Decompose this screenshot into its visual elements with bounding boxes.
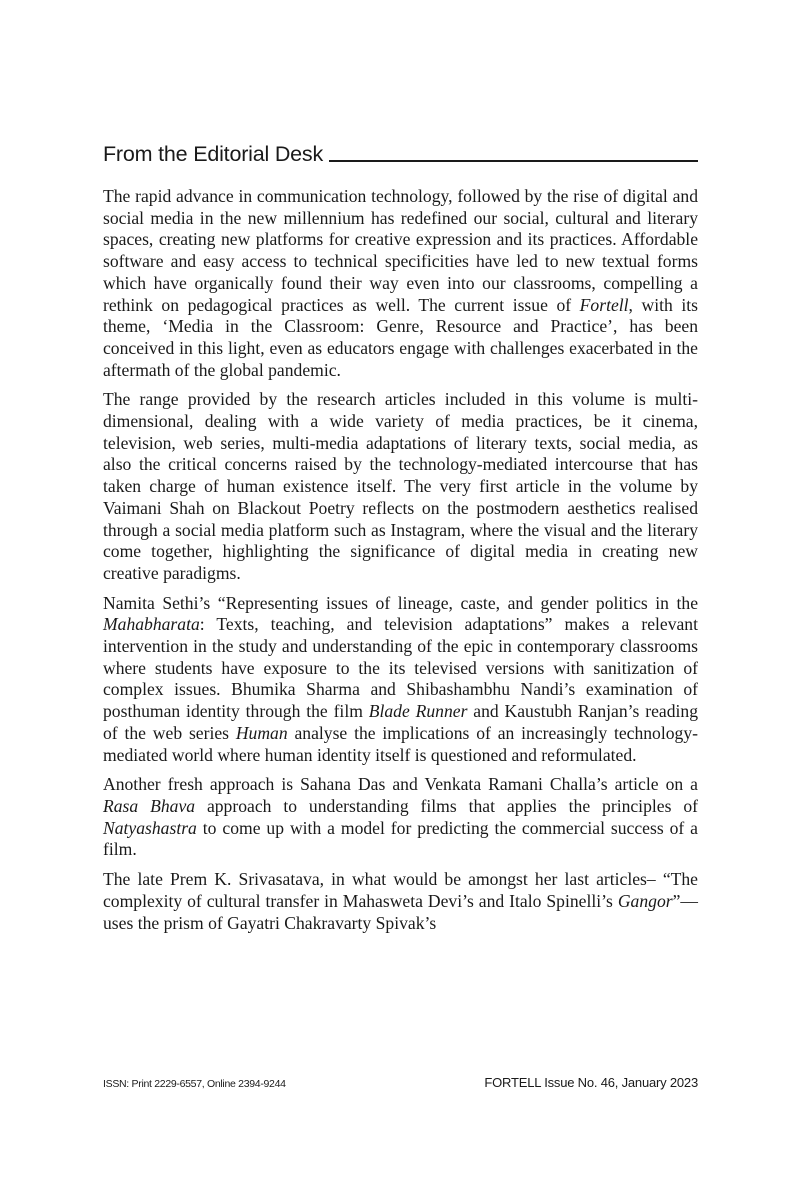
- text-run: The late Prem K. Srivasatava, in what would be amongst her last articles– “The complexity of cultural transfer in Mahasweta Devi’s and Italo Spinelli’s: [103, 869, 698, 911]
- paragraph: [103, 389, 698, 584]
- text-run: approach to understanding films that applies the principles of: [195, 795, 698, 816]
- text-run: analyse the implications of an increasingly technology-mediated world where human identity itself is questioned and reformulated.: [103, 722, 698, 765]
- italic-title: Fortell: [579, 294, 629, 315]
- text-run: The rapid advance in communication technology, followed by the rise of digital and social media in the new millennium has redefined our social, cultural and literary spaces, creating new platforms for creative expression and its practices. Affordable software and easy access to technical specificities have led to new textual forms which have organically found their way even into our classrooms, compelling a rethink on pedagogical practices as well. The current issue of: [103, 186, 698, 315]
- paragraph: [103, 186, 698, 381]
- text-run: : Texts, teaching, and television adaptations” makes a relevant intervention in the study and understanding of the epic in contemporary classrooms where students have exposure to the its televised versions with sanitization of complex issues. Bhumika Sharma and Shibashambhu Nandi’s examination of posthuman identity through the film: [103, 614, 698, 722]
- italic-title: Mahabharata: [103, 614, 200, 635]
- editorial-body: [103, 186, 698, 942]
- text-run: The range provided by the research articles included in this volume is multi-dimensional, dealing with a wide variety of media practices, be it cinema, television, web series, multi-media adaptations of literary texts, social media, as also the critical concerns raised by the technology-mediated intercourse that has taken charge of human existence itself. The very first article in the volume by Vaimani Shah on Blackout Poetry reflects on the postmodern aesthetics realised through a social media platform such as Instagram, where the visual and the literary come together, highlighting the significance of digital media in creating new creative paradigms.: [103, 389, 698, 583]
- text-run: to come up with a model for predicting the commercial success of a film.: [103, 817, 698, 860]
- text-run: and Kaustubh Ranjan’s reading of the web series: [103, 701, 698, 743]
- text-run: Namita Sethi’s “Representing issues of lineage, caste, and gender politics in the: [103, 592, 698, 613]
- text-run: ”—uses the prism of Gayatri Chakravarty Spivak’s: [103, 890, 698, 933]
- italic-title: Rasa Bhava: [103, 795, 196, 816]
- section-heading: From the Editorial Desk: [103, 142, 324, 166]
- italic-title: Human: [235, 722, 288, 743]
- italic-title: Blade Runner: [368, 701, 468, 722]
- page-footer: [103, 1075, 698, 1090]
- section-heading-row: [103, 140, 698, 166]
- heading-rule: [329, 160, 698, 162]
- paragraph: [103, 869, 698, 934]
- italic-title: Natyashastra: [103, 817, 197, 838]
- paragraph: [103, 774, 698, 861]
- issn-text: ISSN: Print 2229-6557, Online 2394-9244: [103, 1078, 286, 1090]
- issue-text: FORTELL Issue No. 46, January 2023: [484, 1075, 698, 1090]
- text-run: , with its theme, ‘Media in the Classroom: Genre, Resource and Practice’, has been conceived in this light, even as educators engage with challenges exacerbated in the aftermath of the global pandemic.: [103, 294, 698, 380]
- text-run: Another fresh approach is Sahana Das and Venkata Ramani Challa’s article on a: [103, 774, 698, 795]
- paragraph: [103, 593, 698, 767]
- italic-title: Gangor: [617, 890, 673, 911]
